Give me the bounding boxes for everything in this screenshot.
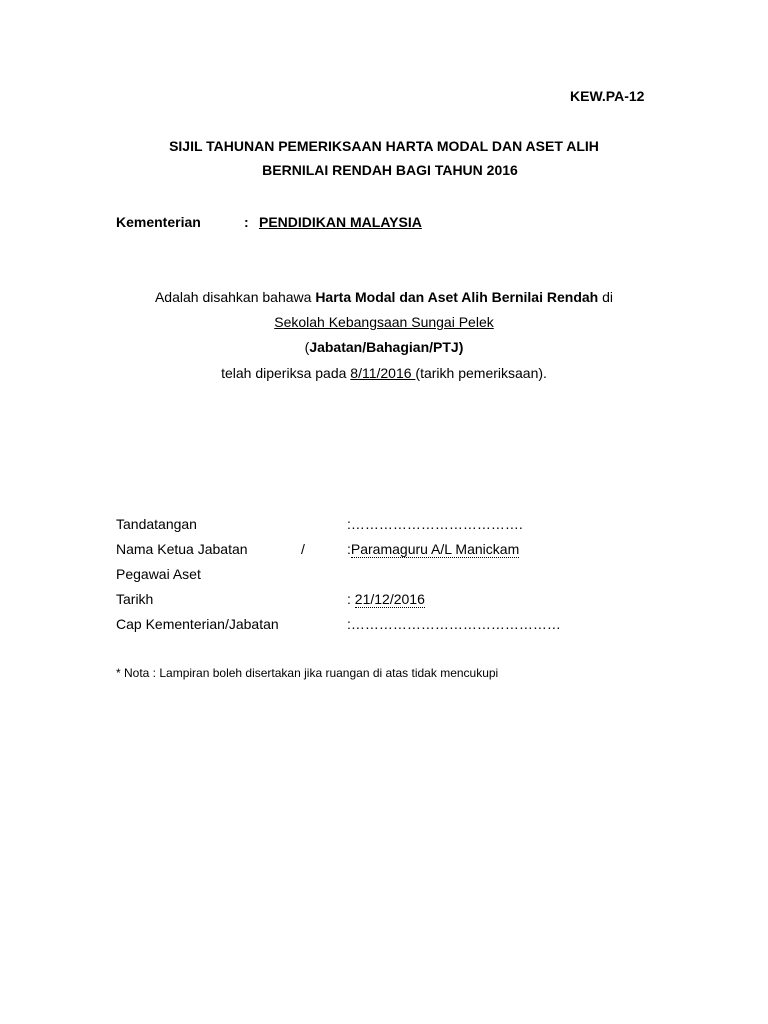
title-line-1: SIJIL TAHUNAN PEMERIKSAAN HARTA MODAL DAN ASET ALIH xyxy=(169,138,599,154)
tarikh-value: 21/12/2016 xyxy=(354,591,425,607)
nama-value: Paramaguru A/L Manickam xyxy=(350,541,520,557)
tarikh-field xyxy=(347,591,425,607)
tarikh-label: Tarikh xyxy=(116,591,154,607)
nama-label: Nama Ketua Jabatan xyxy=(116,541,248,557)
note: * Nota : Lampiran boleh disertakan jika ruangan di atas tidak mencukupi xyxy=(116,666,499,680)
statement-line-4 xyxy=(0,365,768,381)
statement-line-1 xyxy=(0,289,768,305)
nama-field xyxy=(347,541,519,557)
ministry-value: PENDIDIKAN MALAYSIA xyxy=(259,214,422,230)
cap-label: Cap Kementerian/Jabatan xyxy=(116,616,279,632)
ministry-label: Kementerian xyxy=(116,214,201,230)
title-line-2: BERNILAI RENDAH BAGI TAHUN 2016 xyxy=(262,162,518,178)
statement-text-end: di xyxy=(598,289,614,305)
dept-label: Jabatan/Bahagian/PTJ) xyxy=(309,339,464,355)
checked-date: 8/11/2016 xyxy=(350,365,416,381)
pegawai-label: Pegawai Aset xyxy=(116,566,201,582)
statement-text: Adalah disahkan bahawa xyxy=(154,289,316,305)
checked-suffix: (tarikh pemeriksaan). xyxy=(415,365,547,381)
tarikh-colon: : xyxy=(347,591,355,607)
ministry-colon: : xyxy=(244,214,249,230)
nama-colon: : xyxy=(347,541,351,557)
cap-value: :……………………………………… xyxy=(347,616,561,632)
school-name: Sekolah Kebangsaan Sungai Pelek xyxy=(274,314,494,330)
form-code: KEW.PA-12 xyxy=(570,88,645,104)
dept-open: ( xyxy=(304,339,310,355)
statement-line-3 xyxy=(0,339,768,355)
statement-asset-type: Harta Modal dan Aset Alih Bernilai Rendah xyxy=(315,289,599,305)
tandatangan-value: :………………………………. xyxy=(347,516,523,532)
checked-prefix: telah diperiksa pada xyxy=(221,365,351,381)
tandatangan-label: Tandatangan xyxy=(116,516,197,532)
nama-slash: / xyxy=(301,541,305,557)
statement-line-2 xyxy=(0,314,768,330)
